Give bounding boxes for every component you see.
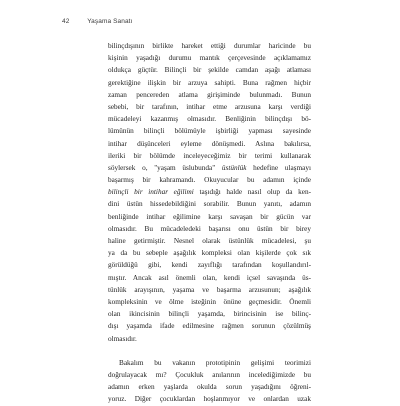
text-line: bilinçdışının birlikte hareket ettiği durumlar haricinde bu <box>108 42 311 50</box>
running-title: Yaşama Sanatı <box>87 18 133 25</box>
text-line: adamın erken yaşlarda okulda sorun yaşadığını öğreni- <box>108 383 311 392</box>
body-text <box>108 40 311 406</box>
text-line: olmasıdır. Bu mücadeledeki başarısı onu üstün bir birey <box>108 224 311 233</box>
text-run: taşıdığı halde nasıl olup da ken- <box>193 188 311 197</box>
text-run: söylersek o, "yaşam üslubunda" <box>108 163 222 172</box>
text-line: dışı yaşamda ifade edilmesine rağmen sorunun çözülmüş <box>108 322 311 331</box>
paragraph-1 <box>108 40 311 345</box>
text-line: doğrulayacak mı? Çocukluk anılarının incelediğimizde bu <box>108 371 311 380</box>
text-line: sebebi, bir tarafının, intihar etme arzusuna karşı verdiği <box>108 102 311 111</box>
text-line: oldukça güçtür. Bilinçli bir şekilde camdan aşağı atlaması <box>108 66 311 75</box>
text-line: haline getirmiştir. Nesnel olarak üstünlük mücadelesi, şu <box>108 237 311 245</box>
text-run: hedefine ulaşmayı <box>246 163 311 172</box>
text-line: tünlük arayışının, yaşama ve başarma arzusunun; aşağılık <box>108 285 311 294</box>
text-line: zaman pencereden atlama girişiminde bulunmadı. Bunun <box>108 90 311 99</box>
text-line: mıştır. Ancak asıl önemli olan, kendi içsel savaşında üs- <box>108 273 311 282</box>
text-line: benliğinde intihar eğilimine karşı savaşan bir gücün var <box>108 212 311 221</box>
text-line: lümünün bilinçli bölümüyle işbirliği yapması sayesinde <box>108 127 311 136</box>
text-line: görüldüğü gibi, kendi zayıflığı tarafından koşullandırıl- <box>108 261 311 270</box>
text-line: mücadeleyi kazanmış olmasıdır. Benliğinin bilinçdışı bö- <box>108 115 311 124</box>
text-line: ya da bu sebeple aşağılık kompleksi olan kişilerde çok sık <box>108 249 311 258</box>
text-line-with-italic <box>108 162 311 174</box>
text-line: intihar düşünceleri eyleme dönüşmedi. Aslına bakılırsa, <box>108 139 311 148</box>
text-line: başarmış bir kahramandı. Okuyucular bu adamın içinde <box>108 176 311 185</box>
text-line: yoruz. Diğer çocuklardan hoşlanmıyor ve onlardan uzak <box>108 395 311 404</box>
text-line: Bakalım bu vakanın prototipinin gelişimi teorimizi <box>119 358 311 367</box>
paragraph-spacer <box>108 345 311 357</box>
italic-term: bilinçli bir intihar eğilimi <box>108 188 194 197</box>
text-line-with-italic <box>108 186 311 198</box>
text-line: gerektiğine ilişkin bir arzuya sahipti. Buna rağmen hiçbir <box>108 78 311 87</box>
page-number: 42 <box>62 18 70 25</box>
italic-term: üstünlük <box>221 163 247 172</box>
paragraph-2 <box>108 357 311 406</box>
text-line: olmasıdır. <box>108 334 137 343</box>
text-line: ileriki bir bölümde inceleyeceğimiz bir terimi kullanarak <box>108 151 311 160</box>
text-line: kişinin yaşadığı durumu mantık çerçevesinde açıklamamız <box>108 54 311 63</box>
text-line: olan ikincisinin bilinçli yaşamda, birincisinin ise bilinç- <box>108 310 311 319</box>
text-line: dini üstün hissedebildiğini sorabilir. Bunun yanıtı, adamın <box>108 200 311 209</box>
running-header <box>62 18 133 25</box>
text-line: kompleksinin ve ölme isteğinin önüne geçmesidir. Önemli <box>108 297 311 306</box>
